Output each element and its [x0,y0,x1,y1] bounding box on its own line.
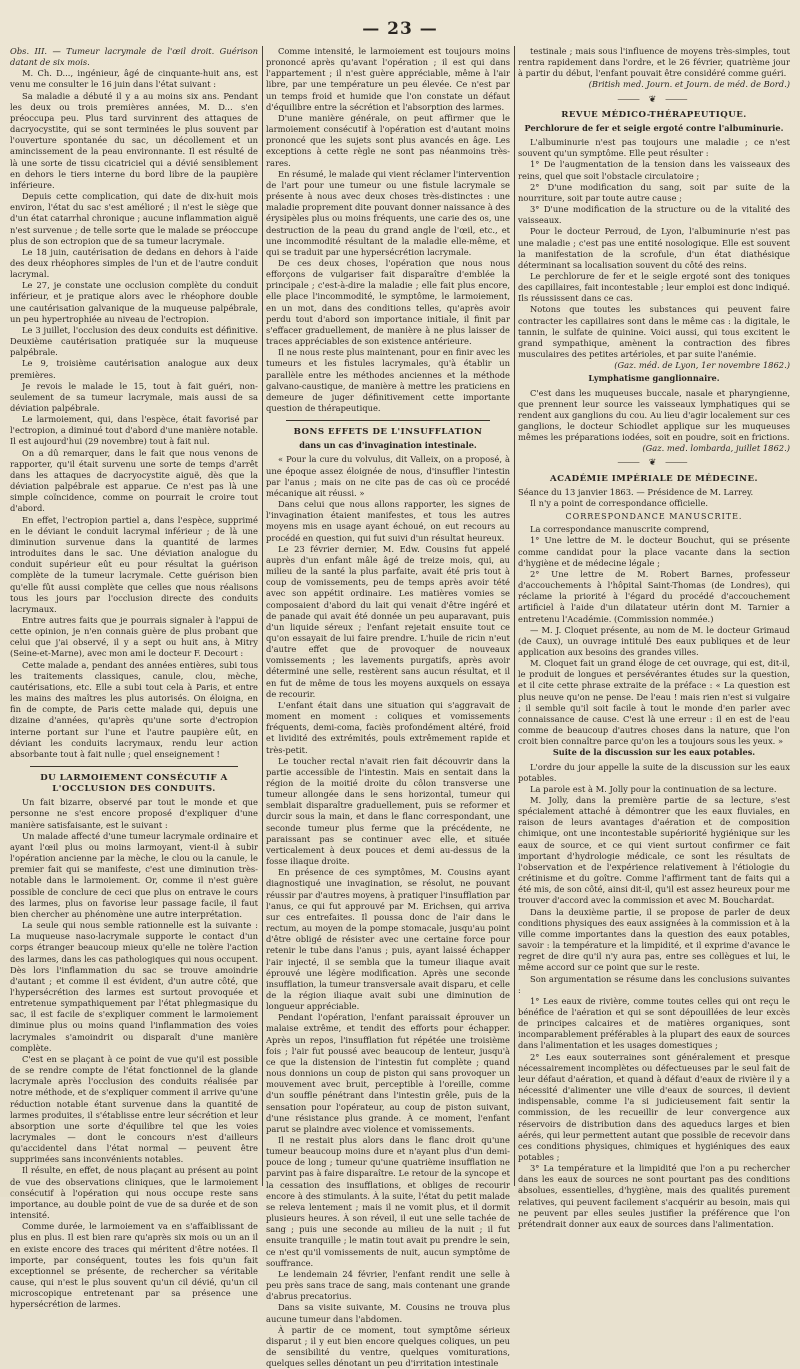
paragraph: L'enfant était dans une situation qui s'aggravait de moment en moment : coliques et vomissements fréquents, demi-coma, faciès profondément altéré, froid et lividité des extrémités, pouls extrêmement rapide et très-petit. [266,699,510,755]
section-title: BONS EFFETS DE L'INSUFFLATION [293,427,483,438]
paragraph: Il résulte, en effet, de nous plaçant au présent au point de vue des observations cliniques, que le larmoiement consécutif à l'opération qui nous occupe reste sans importance, au double point de vue de sa durée et de son intensité. [10,1165,258,1221]
col3-acad-2 [518,524,790,747]
paragraph: À partir de ce moment, tout symptôme sérieux disparut ; il y eut bien encore quelques coliques, un peu de sensibilité du ventre, quelques vomiturations, quelques selles dénotant un peu d'irritation intestinale [266,1324,510,1369]
paragraph: 1° Les eaux de rivière, comme toutes celles qui ont reçu le bénéfice de l'aération et qui se sont dépouillées de leur excès de principes calcaires et de matières organiques, sont incomparablement préférables à la plupart des eaux de sources dans l'alimentation et les usages domestiques ; [518,995,790,1051]
paragraph: C'est dans les muqueuses buccale, nasale et pharyngienne, que prennent leur source les vaisseaux lymphatiques qui se rendent aux ganglions du cou. Au lieu d'agir localement sur ces ganglions, le docteur Schiodlet applique sur les muqueuses mêmes les préparations iodées, soit en poudre, soit en frictions. [518,387,790,443]
paragraph: 2° D'une modification du sang, soit par suite de la nourriture, soit par toute autre cause ; [518,181,790,203]
paragraph: Dans celui que nous allons rapporter, les signes de l'invagination étaient manifestes, et tous les autres moyens mis en usage ayant échoué, on eut recours au procédé en question, qui fut suivi d'un résultat heureux. [266,499,510,543]
seance-line: Séance du 13 janvier 1863. — Présidence de M. Larrey. [518,486,754,497]
paragraph: Il n'y a point de correspondance officielle. [530,497,709,508]
paragraph: M. Cloquet fait un grand éloge de cet ouvrage, qui est, dit-il, le produit de longues et persévérantes études sur la question, et il cite cette phrase extraite de la préface : « La question est plus neuve qu'on ne pense. De l'eau ! mais rien n'est si vulgaire ; il semble qu'il soit facile à tout le monde d'en parler avec connaissance de cause. C'est là une erreur : il en est de l'eau comme de beaucoup d'autres choses dans la nature, que l'on croit bien connaître parce qu'on les a toujours sous les yeux. » [518,658,790,747]
paragraph: Le perchlorure de fer et le seigle ergoté sont des toniques des capillaires, fait incontestable ; leur emploi est donc indiqué. Ils réussissent dans ce cas. [518,270,790,304]
paragraph: — M. J. Cloquet présente, au nom de M. le docteur Grimaud (de Caux), un ouvrage intitulé Des eaux publiques et de leur application aux besoins des grandes villes. [518,624,790,657]
paragraph: Son argumentation se résume dans les conclusions suivantes : [518,973,790,995]
paragraph: 3° D'une modification de la structure ou de la vitalité des vaisseaux. [518,204,790,226]
subsection-title: Perchlorure de fer et seigle ergoté contre l'albuminurie. [524,122,784,133]
paragraph: La correspondance manuscrite comprend, [530,524,710,535]
subsection-title: Lymphatisme ganglionnaire. [588,373,720,384]
column-3 [518,46,790,1229]
section-subtitle: dans un cas d'invagination intestinale. [299,440,477,451]
paragraph: Sa maladie a débuté il y a au moins six ans. Pendant les deux ou trois premières années, M. D... s'en préoccupa peu. Plus tard survinrent des attaques de dacryocystite, qui se sont terminées le plus souvent par l'ouverture spontanée du sac, un décollement et un amincissement de la peau environnante. Il est résulté de là une sorte de tissu cicatriciel qui a dévié sensiblement en dehors le tiers interne du bord libre de la paupière inférieure. [10,90,258,190]
paragraph: Dans la deuxième partie, il se propose de parler de deux conditions physiques des eaux assignées à la commission et à la ville comme importantes dans la question des eaux potables, savoir : la température et la limpidité, et il exprime d'avance le regret de dire qu'il n'y aura pas, entre ses collègues et lui, le même accord sur ce point que sur le reste. [518,906,790,973]
paragraph: 1° De l'augmentation de la tension dans les vaisseaux des reins, quel que soit l'obstacle circulatoire ; [518,159,790,181]
paragraph: Un malade affecté d'une tumeur lacrymale ordinaire et ayant l'œil plus ou moins larmoyant, vient-il à subir l'opération ancienne par la mèche, le clou ou la canule, le premier fait qui se manifeste, c'est une diminution très-notable dans le larmoiement. Or, comme il n'est guère possible de conclure de ceci que plus on entrave le cours des larmes, plus on favorise leur passage facile, il faut bien chercher au phénomène une autre interprétation. [10,830,258,919]
column-1 [10,46,258,1310]
paragraph: 3° La température et la limpidité que l'on a pu rechercher dans les eaux de sources ne sont pourtant pas des conditions absolues, essentielles, d'hygiène, mais des qualités purement relatives, qui peuvent facilement s'acquérir au besoin, mais qui ne peuvent par elles seules justifier la préférence que l'on prétendrait donner aux eaux de sources dans l'alimentation. [518,1163,790,1229]
source-citation: (Gaz. méd. de Lyon, 1er novembre 1862.) [614,360,790,371]
paragraph: Le toucher rectal n'avait rien fait découvrir dans la partie accessible de l'intestin. Mais en sentait dans la région de la moitié droite du côlon transverse une tumeur allongée dans le sens horizontal, tumeur qui semblait disparaître graduellement, puis se reformer et durcir sous la main, et dans le flanc correspondant, une seconde tumeur plus ferme que la précédente, ne paraissant pas se continuer avec elle, et située verticalement à deux pouces et demi au-dessus de la fosse iliaque droite. [266,755,510,867]
observation-title: Obs. III. — Tumeur lacrymale de l'œil droit. Guérison datant de six mois. [10,46,258,68]
page-number: — 23 — [362,19,438,39]
col3-paragraphs [518,46,790,79]
paragraph: En présence de ces symptômes, M. Cousins ayant diagnostiqué une invagination, se résolut, ne pouvant réussir par d'autres moyens, à pratiquer l'insufflation par l'anus, ce qui fut approuvé par M. Erichsen, qui arriva sur ces entrefaites. Il poussa donc de l'air dans le rectum, au moyen de la pompe stomacale, jusqu'au point d'être obligé de résister avec une certaine force pour retenir le tube dans l'anus ; puis, ayant laissé échapper l'air injecté, il se sembla que la tumeur iliaque avait éprouvé une légère modification. Après une seconde insufflation, la tumeur transversale avait disparu, et celle de la région iliaque avait subi une diminution de longueur appréciable. [266,867,510,1012]
subsection-title: Suite de la discussion sur les eaux potables. [552,747,756,758]
paragraph: 1° Une lettre de M. le docteur Bouchut, qui se présente comme candidat pour la place vacante dans la section d'hygiène et de médecine légale ; [518,535,790,568]
paragraph: M. Jolly, dans la première partie de sa lecture, s'est spécialement attaché à démontrer que les eaux fluviales, en raison de leurs avantages d'aération et de composition chimique, ont une incontestable supériorité hygiénique sur les eaux de source, et ce qui vient surtout confirmer ce fait important d'hydrologie médicale, ce sont les résultats de l'observation et de l'expérience relativement à l'étiologie du crétinisme et du goître. Comme l'affirment tant de faits qui a été mis, de son côté, ainsi dit-il, qu'il est assez heureux pour me trouver d'accord avec la commission et avec M. Bouchardat. [518,795,790,906]
paragraph: Pendant l'opération, l'enfant paraissait éprouver un malaise extrême, et tendit des efforts pour échapper. Après un repos, l'insufflation fut répétée une troisième fois ; l'air fut poussé avec beaucoup de lenteur, jusqu'à ce que la distension de l'intestin fut complète ; quand nous donnions un coup de piston qui sans provoquer un mouvement avec bruit, perceptible à l'oreille, comme d'un souffle pénétrant dans l'intestin grêle, puis de la sensation pour l'opérateur, au coup de piston suivant, d'une résistance plus grande. À ce moment, l'enfant parut se plaindre avec violence et vomissements. [266,1012,510,1134]
paragraph: Le 23 février dernier, M. Edw. Cousins fut appelé auprès d'un enfant mâle âgé de treize mois, qui, au milieu de la santé la plus parfaite, avait été pris tout à coup de vomissements, peu de temps après avoir tété avec son appétit ordinaire. Les matières vomies se composaient d'abord du lait qui venait d'être ingéré et de panade qui avait été donnée un peu auparavant, puis d'un liquide séreux ; l'enfant rejetait ensuite tout ce qu'on essayait de lui faire prendre. L'huile de ricin n'eut d'autre effet que de provoquer de nouveaux vomissements ; les lavements purgatifs, après avoir déterminé une selle, restèrent sans aucun résultat, et il en fut de même de tous les moyens auxquels on essaya de recourir. [266,543,510,699]
paragraph: testinale ; mais sous l'influence de moyens très-simples, tout rentra rapidement dans l'ordre, et le 26 février, quatrième jour à partir du début, l'enfant pouvait être considéré comme guéri. [518,46,790,79]
paragraph: Entre autres faits que je pourrais signaler à l'appui de cette opinion, je n'en connais guère de plus probant que celui que j'ai observé, il y a sept ou huit ans, à Mitry (Seine-et-Marne), avec mon ami le docteur F. Decourt : [10,614,258,659]
paragraph: Dans sa visite suivante, M. Cousins ne trouva plus aucune tumeur dans l'abdomen. [266,1302,510,1324]
correspondence-title: CORRESPONDANCE MANUSCRITE. [565,512,743,522]
revue-title: REVUE MÉDICO-THÉRAPEUTIQUE. [561,109,747,120]
col1-paragraphs [10,68,258,760]
source-citation: (Gaz. med. lombarda, juillet 1862.) [642,443,790,454]
paragraph: De ces deux choses, l'opération que nous nous efforçons de vulgariser fait disparaître d'emblée la principale ; c'est-à-dire la maladie ; elle fait plus encore, elle place l'incommodité, le symptôme, le larmoiement, en un mot, dans des conditions telles, qu'après avoir perdu tout d'abord son importance initiale, il finit par s'effacer graduellement, de manière à ne plus laisser de traces appréciables de son existence antérieure. [266,257,510,347]
paragraph: On a dû remarquer, dans le fait que nous venons de rapporter, qu'il était survenu une sorte de temps d'arrêt dans les attaques de dacryocystite aiguë, dès que la déviation palpébrale est apparue. Ce n'est pas là une simple coïncidence, comme on pourrait le croire tout d'abord. [10,447,258,514]
section-title: DU LARMOIEMENT CONSÉCUTIF A L'OCCLUSION DES CONDUITS. [40,773,228,795]
paragraph: 2° Une lettre de M. Robert Barnes, professeur d'accouchements à l'hôpital Saint-Thomas (de Londres), qui réclame la priorité à l'égard du procédé d'accouchement artificiel à l'aide d'un dilatateur utérin dont M. Tarnier a entretenu l'Académie. (Commission nommée.) [518,568,790,624]
paragraph: Pour le docteur Perroud, de Lyon, l'albuminurie n'est pas une maladie ; c'est pas une entité nosologique. Elle est souvent la manifestation de la scrofule, d'un état diathésique déterminant sa localisation souvent du côté des reins. [518,226,790,270]
paragraph: L'ordre du jour appelle la suite de la discussion sur les eaux potables. [518,761,790,783]
paragraph: Un fait bizarre, observé par tout le monde et que personne ne s'est encore proposé d'expliquer d'une manière satisfaisante, est le suivant : [10,797,258,830]
col3-lymphatisme [518,388,790,444]
col2-paragraphs [266,46,510,414]
ornament-divider: ⸻ ❦ ⸻ [617,94,691,105]
paragraph: Le 18 juin, cautérisation de dedans en dehors à l'aide des deux rhéophores simples de l'un et de l'autre conduit lacrymal. [10,246,258,280]
col1-paragraphs-2 [10,797,258,1310]
column-2 [266,46,510,1369]
paragraph: La seule qui nous semble rationnelle est la suivante : La muqueuse naso-lacrymale supporte le contact d'un corps étranger beaucoup mieux qu'elle ne tolère l'action des larmes, dans les cas pathologiques qui nous occupent. Dès lors l'inflammation du sac se trouve amoindrie d'autant ; et comme il est évident, d'un autre côté, que l'hypersécrétion des larmes est surtout provoquée et entretenue sympathiquement par l'état phlegmasique du sac, il est facile de s'expliquer comment le larmoiement diminue plus ou moins quand l'inflammation des voies lacrymales s'amoindrit ou disparaît d'une manière complète. [10,920,258,1053]
academy-title: ACADÉMIE IMPÉRIALE DE MÉDECINE. [549,473,759,484]
paragraph: Le lendemain 24 février, l'enfant rendit une selle à peu près sans trace de sang, mais contenant une grande d'abrus precatorius. [266,1268,510,1302]
paragraph: Il ne nous reste plus maintenant, pour en finir avec les tumeurs et les fistules lacrymales, qu'à établir un parallèle entre les méthodes anciennes et la méthode galvano-caustique, de manière à mettre les praticiens en demeure de juger définitivement cette importante question de thérapeutique. [266,347,510,413]
col2-paragraphs-2 [266,454,510,1369]
paragraph: Cette malade a, pendant des années entières, subi tous les traitements classiques, canule, clou, mèche, cautérisations, etc. Elle a subi tout cela à Paris, et entre les mains des maîtres les plus autorisés. On éloigna, en fin de compte, de Paris cette malade qui, depuis une dizaine d'années, qu'après qu'une sorte d'ectropion interne portant sur l'une et l'autre paupière eût, en déviant les conduits lacrymaux, rendu leur action absorbante tout à fait nulle ; quel enseignement ! [10,659,258,759]
col3-acad-3 [518,762,790,1231]
paragraph: D'une manière générale, on peut affirmer que le larmoiement consécutif à l'opération est d'autant moins prononcé que les sujets sont plus avancés en âge. Les exceptions à cette règle ne sont pas néanmoins très-rares. [266,112,510,168]
paragraph: Le 27, je constate une occlusion complète du conduit inférieur, et je pratique alors avec le rhéophore double une cautérisation galvanique de la muqueuse palpébrale, un peu hypertrophiée au niveau de l'ectropion. [10,280,258,324]
ornament-divider: ⸻ ❦ ⸻ [617,458,691,469]
col3-albuminurie [518,137,790,360]
page-header [0,14,800,44]
column-divider [262,46,263,1186]
paragraph: En résumé, le malade qui vient réclamer l'intervention de l'art pour une tumeur ou une fistule lacrymale se présente à nous avec deux choses très-distinctes : une maladie proprement dite pouvant donner naissance à des érysipèles plus ou moins fréquents, une carie des os, une destruction de la peau du grand angle de l'œil, etc., et une incommodité résultant de la maladie elle-même, et qui se traduit par une hypersécrétion lacrymale. [266,168,510,257]
paragraph: Depuis cette complication, qui date de dix-huit mois environ, l'état du sac s'est amélioré ; il n'est le siège que d'un état catarrhal chronique ; aucune inflammation aiguë n'est survenue ; de telle sorte que le malade se préoccupe plus de son ectropion que de sa tumeur lacrymale. [10,191,258,246]
paragraph: La parole est à M. Jolly pour la continuation de sa lecture. [530,783,777,794]
col3-acad-1 [518,498,790,509]
section-rule [286,420,490,421]
column-divider [514,46,515,1186]
paragraph: En effet, l'ectropion partiel a, dans l'espèce, supprimé en le déviant le conduit lacrymal inférieur ; de là une diminution survenue dans la quantité de larmes introduites dans le sac. Une déviation analogue du conduit supérieur eût eu pour résultat la guérison complète de la tumeur lacrymale. Cette guérison bien qu'elle fût aussi complète que celles que nous réalisons tous les jours par l'occlusion directe des conduits lacrymaux. [10,514,258,614]
paragraph: Le larmoiement, qui, dans l'espèce, était favorisé par l'ectropion, a diminué tout d'abord d'une manière notable. Il est aujourd'hui (29 novembre) tout à fait nul. [10,414,258,447]
source-citation: (British med. Journ. et Journ. de méd. de Bord.) [588,79,790,90]
paragraph: Comme intensité, le larmoiement est toujours moins prononcé après qu'avant l'opération ; il est qui dans l'appartement ; il n'est guère appréciable, même à l'air libre, par une température un peu élevée. Ce n'est par un temps froid et humide que l'on constate un défaut d'équilibre entre la sécrétion et l'absorption des larmes. [266,46,510,112]
paragraph: C'est en se plaçant à ce point de vue qu'il est possible de se rendre compte de l'état fonctionnel de la glande lacrymale après l'occlusion des conduits réalisée par notre méthode, et de s'expliquer comment il arrive qu'une réduction notable étant survenue dans la quantité de larmes produites, il s'établisse entre leur sécrétion et leur absorption une sorte d'équilibre tel que les voies lacrymales — dont le concours n'est d'ailleurs qu'accidentel dans l'état normal — peuvent être supprimées sans inconvénients notables. [10,1053,258,1165]
paragraph: Le 3 juillet, l'occlusion des deux conduits est définitive. Deuxième cautérisation pratiquée sur la muqueuse palpébrale. [10,324,258,358]
paragraph: 2° Les eaux souterraines sont généralement et presque nécessairement incomplètes ou défectueuses par le seul fait de leur défaut d'aération, et quand à défaut d'eaux de rivière il y a nécessité d'alimenter une ville d'eaux de sources, il devient indispensable, comme l'a si judicieusement fait sentir la commission, de les recueillir de leur convergence aux réservoirs de distribution dans des aqueducs larges et bien aérés, qui leur permettent autant que possible de recevoir dans ces conditions physiques, chimiques et hygiéniques des eaux potables ; [518,1051,790,1162]
paragraph: Comme durée, le larmoiement va en s'affaiblissant de plus en plus. Il est bien rare qu'après six mois ou un an il en existe encore des traces qui méritent d'être notées. Il importe, par conséquent, toutes les fois qu'un fait exceptionnel se présente, de rechercher sa véritable cause, qui n'est le plus souvent qu'un cil dévié, qu'un cil microscopique entretenant par sa présence une hypersécrétion de larmes. [10,1221,258,1310]
paragraph: Je revois le malade le 15, tout à fait guéri, non-seulement de sa tumeur lacrymale, mais aussi de sa déviation palpébrale. [10,380,258,413]
paragraph: Notons que toutes les substances qui peuvent faire contracter les capillaires sont dans le même cas : la digitale, le tannin, le sulfate de quinine. Voici aussi, qui tous excitent le grand sympathique, amènent la contraction des fibres musculaires des petites artérioles, et par suite l'anémie. [518,304,790,360]
paragraph: M. Ch. D..., ingénieur, âgé de cinquante-huit ans, est venu me consulter le 16 juin dans l'état suivant : [10,68,258,90]
paragraph: Il ne restait plus alors dans le flanc droit qu'une tumeur beaucoup moins dure et n'ayant plus d'un demi-pouce de long ; tumeur qu'une quatrième insufflation ne parvint pas à faire disparaître. Le retour de la syncope et la cessation des insufflations, et obliges de recourir encore à des stimulants. À la suite, l'état du petit malade se releva lentement ; mais il ne vomit plus, et il dormit plusieurs heures. À son réveil, il eut une selle tachée de sang ; puis une seconde au milieu de la nuit ; il fut ensuite tranquille ; le matin tout avait pu prendre le sein, ce n'est qu'il vomissements de nuit, aucun symptôme de souffrance. [266,1135,510,1268]
paragraph: « Pour la cure du volvulus, dit Valleix, on a proposé, à une époque assez éloignée de nous, d'insuffler l'intestin par l'anus ; mais on ne cite pas de cas où ce procédé mécanique ait réussi. » [266,454,510,498]
section-rule [30,766,238,767]
paragraph: L'albuminurie n'est pas toujours une maladie ; ce n'est souvent qu'un symptôme. Elle peut résulter : [518,137,790,159]
paragraph: Le 9, troisième cautérisation analogue aux deux premières. [10,358,258,380]
